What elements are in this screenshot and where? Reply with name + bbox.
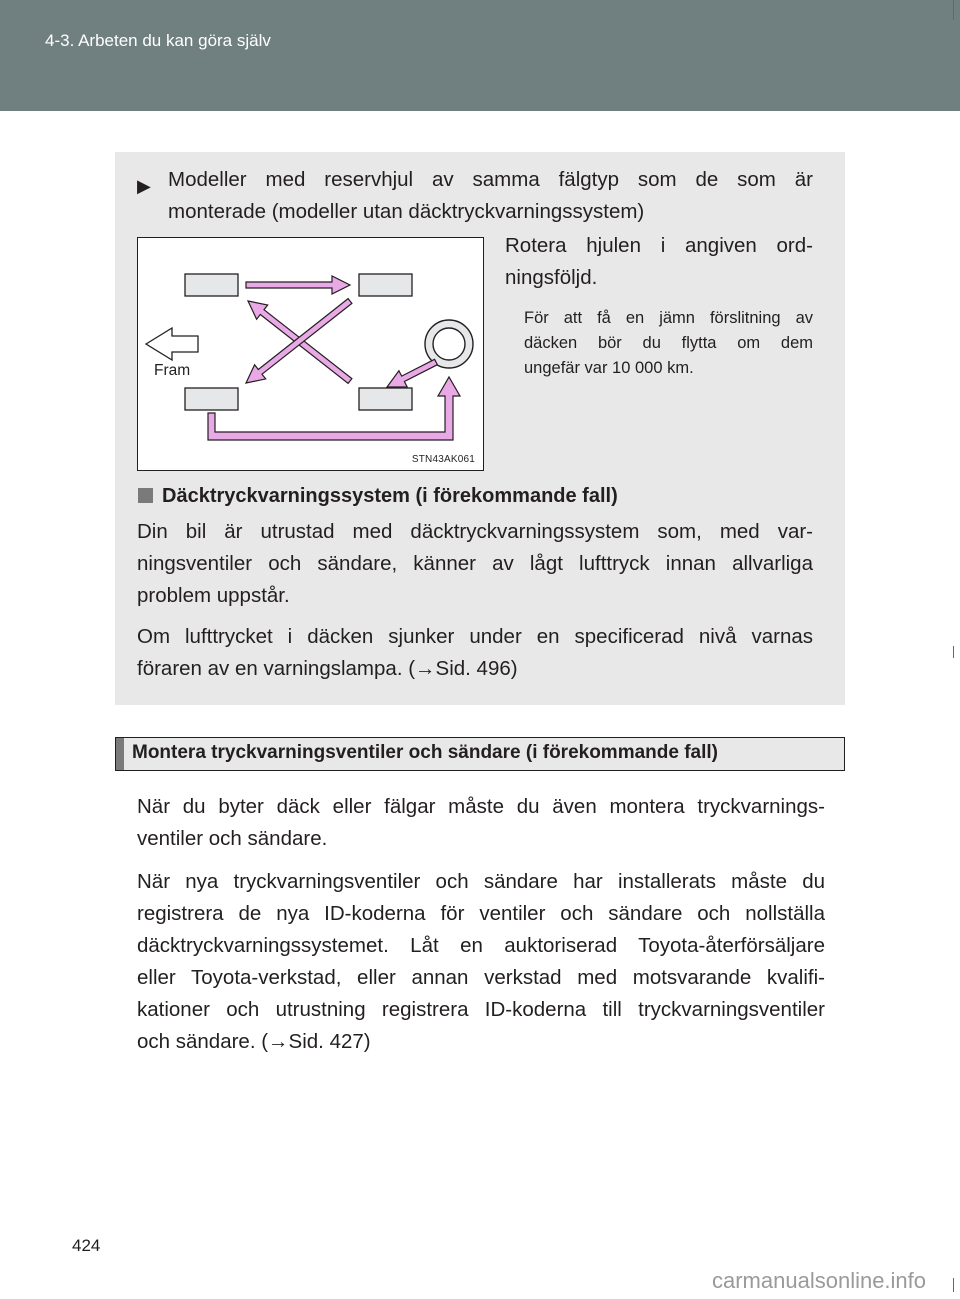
- panel-paragraph-line: ningsventiler och sändare, känner av lågt lufttryck innan allvarliga: [137, 552, 813, 575]
- square-bullet-icon: [138, 488, 153, 503]
- watermark: carmanualsonline.info: [712, 1268, 927, 1293]
- rotate-text-line: Rotera hjulen i angiven ord-: [505, 234, 813, 257]
- main-paragraph-line: registrera de nya ID-koderna för ventiler och sändare och nollställa: [137, 902, 825, 925]
- front-left-wheel: [185, 274, 238, 296]
- arrow-rear-left-to-spare: [208, 377, 460, 440]
- main-paragraph-line: och sändare. (→Sid. 427): [137, 1030, 371, 1053]
- main-paragraph-line: ventiler och sändare.: [137, 827, 328, 850]
- rotation-diagram-graphic: [138, 238, 485, 472]
- section-title: 4-3. Arbeten du kan göra själv: [45, 31, 271, 50]
- page-header: [0, 0, 960, 111]
- crop-mark: [953, 646, 954, 658]
- main-heading-bar: [115, 737, 845, 771]
- note-text-line: För att få en jämn förslitning av: [524, 309, 813, 327]
- arrow-spare-to-rear-right: [387, 359, 437, 387]
- crop-mark: [953, 1278, 954, 1292]
- front-label: Fram: [154, 362, 191, 379]
- figure-code: STN43AK061: [411, 454, 475, 465]
- bullet-text-line: monterade (modeller utan däcktryckvarningssystem): [168, 200, 645, 223]
- panel-paragraph-line: Din bil är utrustad med däcktryckvarningssystem som, med var-: [137, 520, 813, 543]
- front-arrow-outline: [146, 328, 198, 360]
- panel-paragraph-line: problem uppstår.: [137, 584, 290, 607]
- rotate-text-line: ningsföljd.: [505, 266, 598, 289]
- note-text-line: ungefär var 10 000 km.: [524, 359, 694, 377]
- rear-left-wheel: [185, 388, 238, 410]
- main-paragraph-line: När nya tryckvarningsventiler och sändare har installerats måste du: [137, 870, 825, 893]
- panel-paragraph-line: föraren av en varningslampa. (→Sid. 496): [137, 657, 518, 680]
- main-heading: Montera tryckvarningsventiler och sändare (i förekommande fall): [132, 742, 719, 763]
- main-paragraph-line: När du byter däck eller fälgar måste du även montera tryckvarnings-: [137, 795, 825, 818]
- bullet-text-line: Modeller med reservhjul av samma fälgtyp som de som är: [168, 168, 813, 191]
- wheel-rotation-diagram: [137, 237, 484, 471]
- triangle-bullet-icon: ▶: [137, 176, 151, 196]
- main-paragraph-line: eller Toyota-verkstad, eller annan verkstad med motsvarande kvalifi-: [137, 966, 825, 989]
- arrow-front-left-to-front-right: [246, 276, 350, 294]
- section-heading: Däcktryckvarningssystem (i förekommande fall): [162, 485, 618, 507]
- rear-right-wheel: [359, 388, 412, 410]
- panel-paragraph-line: Om lufttrycket i däcken sjunker under en specificerad nivå varnas: [137, 625, 813, 648]
- heading-accent: [116, 738, 124, 770]
- page-number: 424: [72, 1236, 101, 1255]
- front-right-wheel: [359, 274, 412, 296]
- note-text-line: däcken bör du flytta om dem: [524, 334, 813, 352]
- crop-mark: [953, 0, 954, 20]
- main-paragraph-line: kationer och utrustning registrera ID-koderna till tryckvarningsventiler: [137, 998, 825, 1021]
- main-paragraph-line: däcktryckvarningssystemet. Låt en auktoriserad Toyota-återförsäljare: [137, 934, 825, 957]
